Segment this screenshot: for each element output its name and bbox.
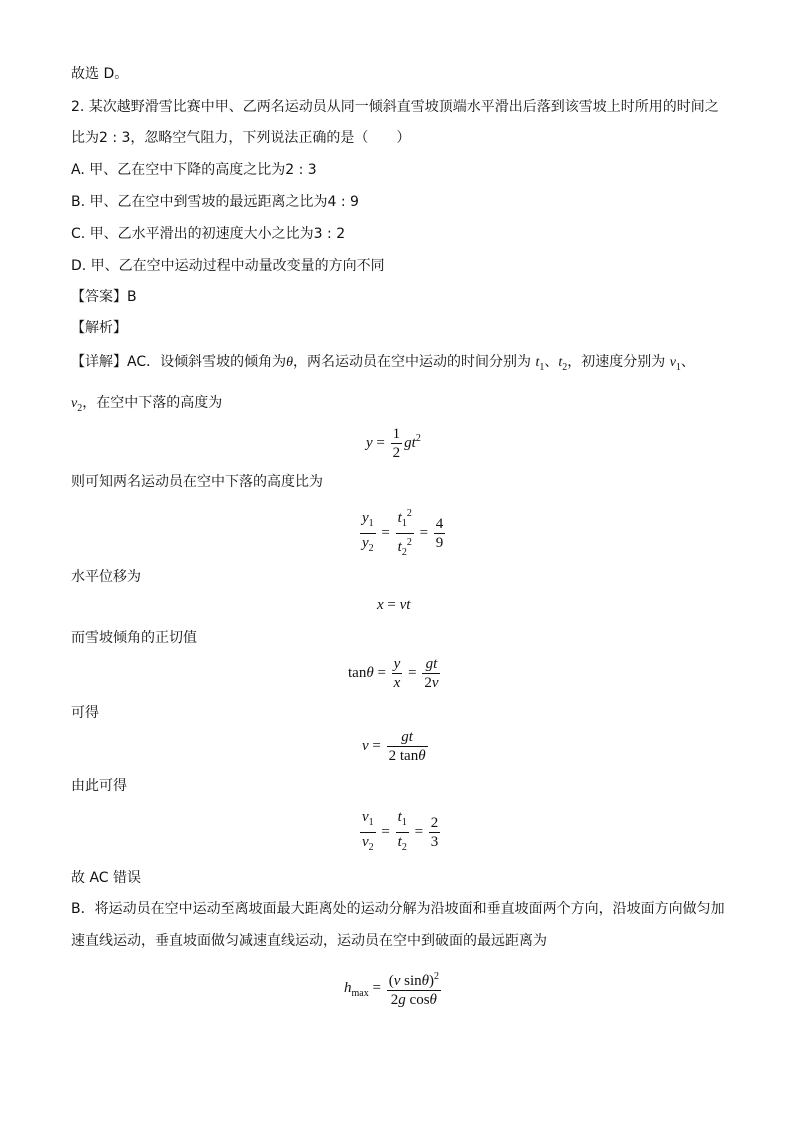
answer-label: 【答案】B bbox=[71, 289, 137, 305]
horizontal-displacement-text: 水平位移为 bbox=[71, 569, 141, 585]
detail-text-1: 【详解】AC．设倾斜雪坡的倾角为 bbox=[71, 354, 287, 370]
option-a: A. 甲、乙在空中下降的高度之比为2 : 3 bbox=[71, 162, 317, 178]
equation-tan-theta: tanθ = $\frac{y}{x}$ = $\frac{gt}{2v}$ bbox=[348, 656, 439, 691]
equation-height-ratio: $\frac{y_1}{y_2}$ = $\frac{t_1^2}{t_2^2}$ = $\frac{4}{9}$ bbox=[358, 505, 447, 562]
height-ratio-text: 则可知两名运动员在空中下落的高度比为 bbox=[71, 474, 323, 490]
question-2-line-2: 比为2 : 3，忽略空气阻力，下列说法正确的是（ ） bbox=[71, 130, 411, 146]
option-c: C. 甲、乙水平滑出的初速度大小之比为3 : 2 bbox=[71, 226, 346, 242]
equation-h-max: $h_{max}$ = $\frac{(v \sin\theta)^2}{\text{2g cosθ}}$ bbox=[344, 968, 443, 1009]
get-text-2: 由此可得 bbox=[71, 778, 127, 794]
equation-v: v = $\frac{gt}{2 \tan\theta}$ bbox=[362, 729, 426, 764]
option-b: B. 甲、乙在空中到雪坡的最远距离之比为4 : 9 bbox=[71, 194, 359, 210]
t2-symbol: $t_2$ bbox=[558, 355, 568, 373]
theta-symbol: θ bbox=[286, 355, 293, 370]
equation-x-vt: x = vt bbox=[377, 597, 411, 613]
tangent-text: 而雪坡倾角的正切值 bbox=[71, 630, 197, 646]
v2-symbol: $v_2$ bbox=[71, 396, 83, 414]
t1-symbol: $t_1$ bbox=[535, 355, 545, 373]
equation-y-half-gt2: y = $\frac{1}{2}$ $gt^2$ bbox=[366, 426, 421, 461]
b-explanation-line-2: 速直线运动，垂直坡面做匀减速直线运动，运动员在空中到破面的最远距离为 bbox=[71, 933, 547, 949]
get-text-1: 可得 bbox=[71, 705, 99, 721]
b-explanation-line-1: B．将运动员在空中运动至离坡面最大距离处的运动分解为沿坡面和垂直坡面两个方向，沿坡面方向做匀加 bbox=[71, 901, 725, 917]
ac-wrong-text: 故 AC 错误 bbox=[71, 870, 142, 886]
detail-text-3: ，初速度分别为 bbox=[567, 354, 666, 370]
detail-text-4: ，在空中下落的高度为 bbox=[82, 395, 223, 411]
equation-velocity-ratio: $\frac{v_1}{v_2}$ = $\frac{t_1}{t_2}$ = $\frac{2}{3}$ bbox=[362, 809, 439, 853]
option-d: D. 甲、乙在空中运动过程中动量改变量的方向不同 bbox=[71, 258, 385, 274]
detail-line-1: 【详解】AC．设倾斜雪坡的倾角为θ，两名运动员在空中运动的时间分别为 $t_1$、$t_2$，初速度分别为 $v_1$、 bbox=[71, 354, 695, 373]
detail-line-2 bbox=[71, 393, 222, 419]
analysis-label: 【解析】 bbox=[71, 320, 127, 336]
question-2-line-1: 2. 某次越野滑雪比赛中甲、乙两名运动员从同一倾斜直雪坡顶端水平滑出后落到该雪坡上时所用的时间之 bbox=[71, 99, 719, 115]
v1-symbol: $v_1$ bbox=[669, 355, 681, 373]
line-choice-d: 故选 D。 bbox=[71, 66, 129, 82]
detail-text-2: ，两名运动员在空中运动的时间分别为 bbox=[293, 354, 531, 370]
